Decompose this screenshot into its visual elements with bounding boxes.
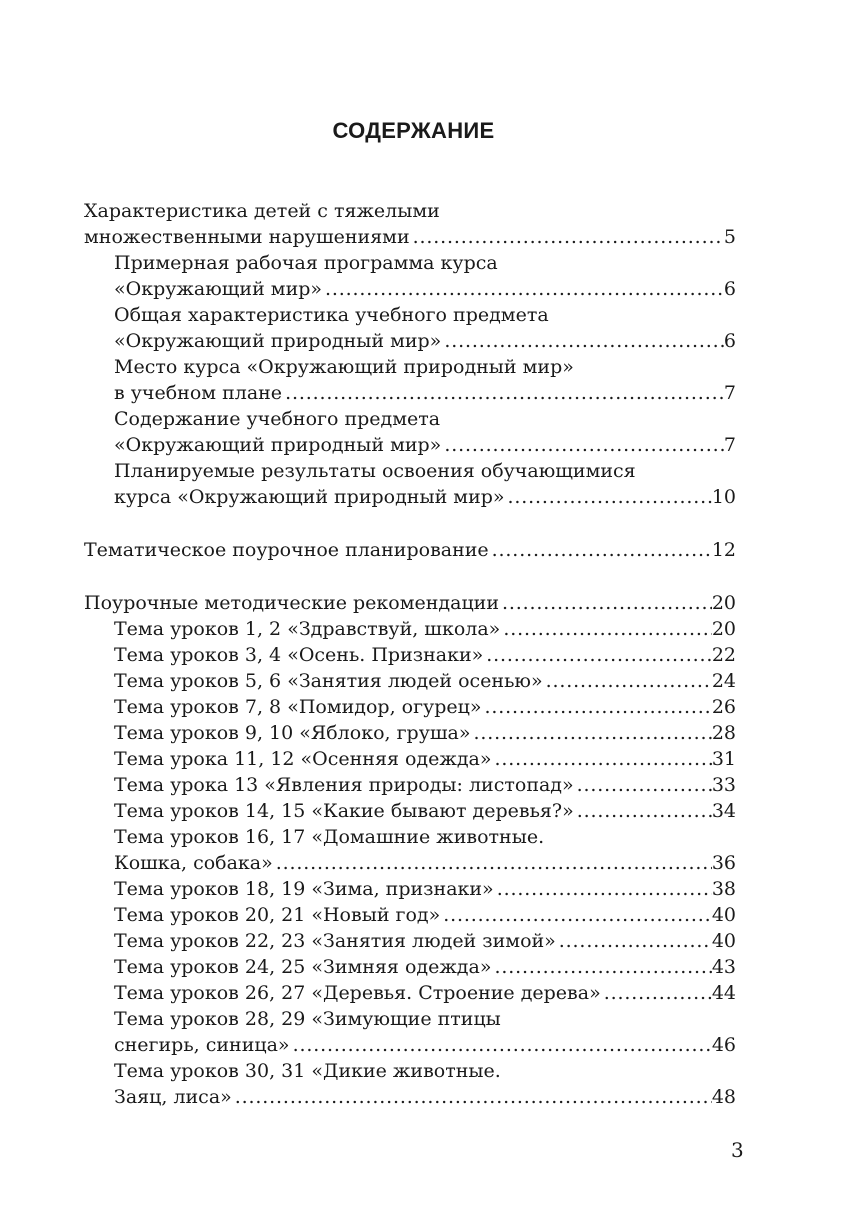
toc-entry[interactable]: [84, 876, 736, 902]
toc-page-number: 31: [711, 748, 736, 770]
toc-entry-final-line: [84, 537, 736, 563]
toc-page-number: 5: [723, 226, 736, 248]
table-of-contents: [84, 198, 736, 1110]
toc-entry-title: Тема уроков 9, 10 «Яблоко, груша»: [114, 722, 471, 744]
toc-entry-line: Планируемые результаты освоения обучающимися: [114, 460, 636, 482]
toc-entry[interactable]: [84, 954, 736, 980]
toc-entry[interactable]: [84, 302, 736, 354]
dot-leader: [441, 328, 724, 354]
toc-entry-final-line: [114, 380, 736, 406]
dot-leader: [441, 432, 724, 458]
toc-entry[interactable]: [84, 590, 736, 616]
toc-entry-final-line: [114, 1084, 736, 1110]
toc-entry-line: Содержание учебного предмета: [114, 408, 441, 430]
dot-leader: [499, 590, 712, 616]
dot-leader: [322, 276, 724, 302]
toc-entry[interactable]: [84, 980, 736, 1006]
toc-entry-final-line: [114, 928, 736, 954]
toc-entry-title: «Окружающий мир»: [114, 278, 323, 300]
toc-entry[interactable]: [84, 668, 736, 694]
toc-entry-final-line: [114, 850, 736, 876]
toc-entry-final-line: [114, 276, 736, 302]
toc-entry-final-line: [114, 772, 736, 798]
toc-page-number: 7: [723, 434, 736, 456]
toc-entry[interactable]: [84, 824, 736, 876]
toc-page-number: 28: [711, 722, 736, 744]
dot-leader: [273, 850, 712, 876]
toc-entry-final-line: [114, 902, 736, 928]
dot-leader: [232, 1084, 712, 1110]
dot-leader: [489, 537, 712, 563]
toc-entry-final-line: [114, 484, 736, 510]
dot-leader: [290, 1032, 712, 1058]
toc-entry-title: Тема уроков 20, 21 «Новый год»: [114, 904, 441, 926]
dot-leader: [505, 484, 712, 510]
dot-leader: [492, 746, 712, 772]
toc-entry-line: Характеристика детей с тяжелыми: [84, 200, 440, 222]
toc-entry-title: Тема уроков 26, 27 «Деревья. Строение дерева»: [114, 982, 601, 1004]
toc-entry[interactable]: [84, 354, 736, 406]
toc-entry-title: курса «Окружающий природный мир»: [114, 486, 505, 508]
toc-entry-title: Заяц, лиса»: [114, 1086, 232, 1108]
dot-leader: [410, 224, 724, 250]
toc-entry-title: в учебном плане: [114, 382, 283, 404]
toc-entry-title: «Окружающий природный мир»: [114, 330, 442, 352]
toc-entry-line: Тема уроков 30, 31 «Дикие животные.: [114, 1060, 501, 1082]
toc-entry-title: Тема урока 13 «Явления природы: листопад»: [114, 774, 574, 796]
toc-page-number: 40: [711, 904, 736, 926]
toc-entry[interactable]: [84, 928, 736, 954]
toc-page-number: 44: [711, 982, 736, 1004]
toc-entry[interactable]: [84, 1006, 736, 1058]
toc-entry[interactable]: [84, 720, 736, 746]
toc-page-number: 26: [711, 696, 736, 718]
toc-entry-title: Тема уроков 1, 2 «Здравствуй, школа»: [114, 618, 501, 640]
dot-leader: [481, 694, 711, 720]
toc-entry-title: Тематическое поурочное планирование: [84, 539, 489, 561]
toc-entry[interactable]: [84, 746, 736, 772]
toc-entry[interactable]: [84, 798, 736, 824]
page-number: 3: [731, 1138, 744, 1162]
toc-page-number: 22: [711, 644, 736, 666]
toc-page-number: 38: [711, 878, 736, 900]
toc-entry-final-line: [114, 720, 736, 746]
toc-entry-line: Место курса «Окружающий природный мир»: [114, 356, 574, 378]
toc-entry-final-line: [84, 590, 736, 616]
toc-page-number: 24: [711, 670, 736, 692]
toc-entry[interactable]: [84, 1058, 736, 1110]
toc-entry[interactable]: [84, 458, 736, 510]
toc-page-number: 40: [711, 930, 736, 952]
toc-entry-final-line: [114, 798, 736, 824]
dot-leader: [491, 954, 711, 980]
toc-entry-final-line: [114, 616, 736, 642]
toc-page-number: 48: [711, 1086, 736, 1108]
toc-entry[interactable]: [84, 642, 736, 668]
toc-entry-title: Тема уроков 24, 25 «Зимняя одежда»: [114, 956, 492, 978]
toc-entry-title: «Окружающий природный мир»: [114, 434, 442, 456]
toc-entry-final-line: [84, 224, 736, 250]
toc-entry-final-line: [114, 642, 736, 668]
toc-entry-title: Кошка, собака»: [114, 852, 273, 874]
dot-leader: [574, 798, 712, 824]
toc-entry-title: Тема уроков 7, 8 «Помидор, огурец»: [114, 696, 482, 718]
toc-entry-title: снегирь, синица»: [114, 1034, 290, 1056]
dot-leader: [494, 876, 712, 902]
toc-entry-line: Общая характеристика учебного предмета: [114, 304, 549, 326]
toc-entry-line: Тема уроков 16, 17 «Домашние животные.: [114, 826, 545, 848]
dot-leader: [543, 668, 712, 694]
toc-page-number: 10: [711, 486, 736, 508]
toc-entry[interactable]: [84, 537, 736, 563]
toc-page-number: 33: [711, 774, 736, 796]
toc-page-number: 7: [723, 382, 736, 404]
dot-leader: [500, 616, 712, 642]
toc-page-number: 6: [723, 278, 736, 300]
toc-entry-title: Тема уроков 5, 6 «Занятия людей осенью»: [114, 670, 543, 692]
dot-leader: [556, 928, 712, 954]
toc-entry[interactable]: [84, 694, 736, 720]
toc-entry[interactable]: [84, 902, 736, 928]
toc-page-number: 20: [711, 618, 736, 640]
toc-page-number: 34: [711, 800, 736, 822]
dot-leader: [282, 380, 724, 406]
toc-entry-final-line: [114, 668, 736, 694]
toc-entry-line: Тема уроков 28, 29 «Зимующие птицы: [114, 1008, 501, 1030]
toc-page-number: 6: [723, 330, 736, 352]
toc-entry-title: Тема уроков 3, 4 «Осень. Признаки»: [114, 644, 484, 666]
toc-entry-final-line: [114, 694, 736, 720]
toc-entry-final-line: [114, 746, 736, 772]
toc-entry-final-line: [114, 954, 736, 980]
toc-page-number: 12: [711, 539, 736, 561]
page-title: СОДЕРЖАНИЕ: [332, 118, 495, 143]
dot-leader: [483, 642, 712, 668]
dot-leader: [601, 980, 712, 1006]
toc-page-number: 46: [711, 1034, 736, 1056]
toc-entry[interactable]: [84, 198, 736, 250]
dot-leader: [471, 720, 712, 746]
toc-entry-title: Тема уроков 14, 15 «Какие бывают деревья?»: [114, 800, 574, 822]
dot-leader: [574, 772, 712, 798]
toc-entry[interactable]: [84, 250, 736, 302]
toc-page-number: 36: [711, 852, 736, 874]
toc-entry-final-line: [114, 328, 736, 354]
toc-entry-final-line: [114, 876, 736, 902]
toc-entry-title: множественными нарушениями: [84, 226, 410, 248]
dot-leader: [440, 902, 712, 928]
toc-entry-title: Поурочные методические рекомендации: [84, 592, 500, 614]
toc-entry[interactable]: [84, 616, 736, 642]
toc-entry-title: Тема уроков 22, 23 «Занятия людей зимой»: [114, 930, 556, 952]
toc-entry-final-line: [114, 432, 736, 458]
toc-page-number: 43: [711, 956, 736, 978]
toc-page-number: 20: [711, 592, 736, 614]
toc-entry-final-line: [114, 1032, 736, 1058]
toc-entry-title: Тема урока 11, 12 «Осенняя одежда»: [114, 748, 492, 770]
toc-entry[interactable]: [84, 772, 736, 798]
toc-entry-final-line: [114, 980, 736, 1006]
toc-entry-line: Примерная рабочая программа курса: [114, 252, 498, 274]
toc-entry-title: Тема уроков 18, 19 «Зима, признаки»: [114, 878, 494, 900]
toc-entry[interactable]: [84, 406, 736, 458]
